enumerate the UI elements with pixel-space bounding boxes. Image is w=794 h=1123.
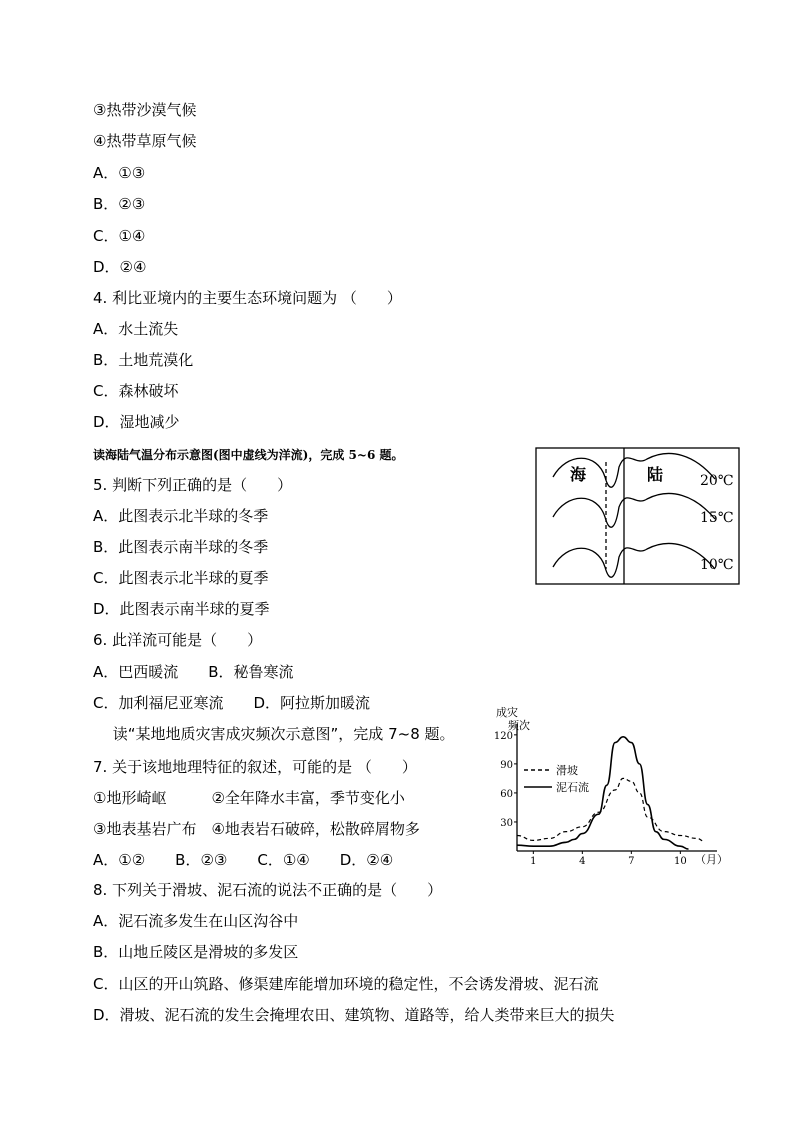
text-line: 读海陆气温分布示意图(图中虚线为洋流)，完成 5~6 题。: [93, 448, 404, 462]
legend-label: 泥石流: [556, 781, 589, 794]
sea-land-isotherm-figure: [535, 447, 740, 585]
x-axis-unit: （月）: [695, 853, 728, 866]
text-line: C．①④: [93, 227, 146, 245]
y-tick-label: 90: [500, 759, 513, 771]
text-line: B．山地丘陵区是滑坡的多发区: [93, 943, 299, 961]
isotherm-curve: [553, 543, 715, 577]
text-line: B．此图表示南半球的冬季: [93, 538, 269, 556]
isotherm-curve: [553, 493, 715, 527]
series-line-debris-flow: [517, 737, 689, 849]
text-line: 7. 关于该地地理特征的叙述，可能的是 （ ）: [93, 758, 417, 776]
text-line: A．水土流失: [93, 320, 179, 338]
text-line: 5. 判断下列正确的是（ ）: [93, 476, 293, 494]
text-line: ①地形崎岖 ②全年降水丰富，季节变化小: [93, 789, 405, 807]
y-tick-label: 60: [500, 788, 513, 800]
x-tick-label: 4: [579, 856, 586, 867]
disaster-frequency-chart: [490, 700, 730, 870]
text-line: D．此图表示南半球的夏季: [93, 600, 270, 618]
text-line: ④热带草原气候: [93, 132, 197, 150]
y-axis-label-line1: 成灾: [496, 706, 518, 719]
text-line: A．此图表示北半球的冬季: [93, 507, 269, 525]
text-line: B．②③: [93, 195, 146, 213]
sea-label: 海: [570, 465, 587, 484]
text-line: ③地表基岩广布 ④地表岩石破碎，松散碎屑物多: [93, 820, 420, 838]
text-line: D．滑坡、泥石流的发生会掩埋农田、建筑物、道路等，给人类带来巨大的损失: [93, 1006, 615, 1024]
text-line: 读“某地地质灾害成灾频次示意图”，完成 7~8 题。: [93, 725, 455, 743]
text-line: ③热带沙漠气候: [93, 101, 197, 119]
x-tick-label: 10: [673, 856, 687, 867]
isotherm-label-15: 15℃: [700, 510, 734, 526]
series-line-landslide: [517, 778, 705, 841]
land-label: 陆: [647, 465, 664, 484]
text-line: C．加利福尼亚寒流 D．阿拉斯加暖流: [93, 694, 371, 712]
text-line: 8. 下列关于滑坡、泥石流的说法不正确的是（ ）: [93, 881, 443, 899]
text-line: C．此图表示北半球的夏季: [93, 569, 269, 587]
text-line: 4. 利比亚境内的主要生态环境问题为 （ ）: [93, 289, 402, 307]
y-tick-label: 120: [493, 730, 513, 742]
text-line: C．山区的开山筑路、修渠建库能增加环境的稳定性，不会诱发滑坡、泥石流: [93, 975, 599, 993]
y-tick-label: 30: [500, 817, 513, 829]
x-tick-label: 7: [628, 856, 635, 867]
y-axis-label-line2: 频次: [508, 719, 530, 732]
legend-label: 滑坡: [556, 764, 578, 777]
x-tick-label: 1: [530, 856, 537, 867]
text-line: B．土地荒漠化: [93, 351, 194, 369]
text-line: D．湿地减少: [93, 413, 180, 431]
isotherm-label-10: 10℃: [700, 557, 734, 573]
text-line: D．②④: [93, 258, 147, 276]
text-line: 6. 此洋流可能是（ ）: [93, 631, 263, 649]
text-line: A．巴西暖流 B．秘鲁寒流: [93, 663, 294, 681]
text-line: A．①③: [93, 164, 146, 182]
text-line: A．①② B．②③ C．①④ D．②④: [93, 851, 394, 869]
text-line: C．森林破坏: [93, 382, 179, 400]
isotherm-label-20: 20℃: [700, 473, 734, 489]
text-line: A．泥石流多发生在山区沟谷中: [93, 912, 299, 930]
